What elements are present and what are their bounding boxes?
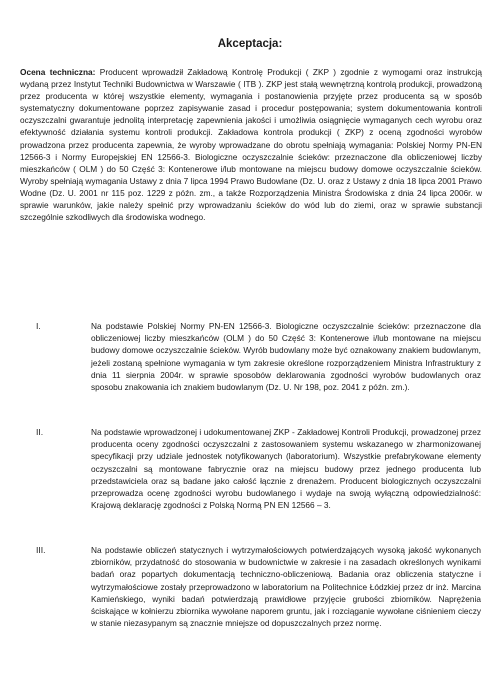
intro-text: Producent wprowadził Zakładową Kontrolę Produkcji ( ZKP ) zgodnie z wymogami oraz instrukcją wydaną przez Instytut Techniki Budownictwa w Warszawie ( ITB ). ZKP jest stałą wewnętrzną kontrolą produkcji, prowadzoną przez producenta w której wszystkie elementy, wymagania i postanowienia przyjęte przez producenta są w sposób systematyczny dokumentowane poprzez zapisywanie zasad i procedur postępowania; system dokumentowania kontroli oczyszczalni gwarantuje jednolitą interpretację zapewnienia jakości i umożliwia osiągnięcie wymaganych cech wyrobu oraz efektywność działania systemu kontroli produkcji. Zakładowa kontrola produkcji ( ZKP) z oceną zgodności wyrobów prowadzona przez producenta zapewnia, że wyroby wprowadzane do obrotu spełniają wymagania: Polskiej Normy PN-EN 12566-3 i Normy Europejskiej EN 12566-3. Biologiczne oczyszczalnie ścieków: przeznaczone dla obliczeniowej liczby mieszkańców ( OLM ) do 50 Część 3: Kontenerowe i/lub montowane na miejscu budowy domowe oczyszczalnie ścieków. Wyroby spełniają wymagania Ustawy z dnia 7 lipca 1994 Prawo Budowlane (Dz. U. oraz z Ustawy z dnia 18 lipca 2001 Prawo Wodne (Dz. U. 2001 nr 115 poz. 1229 z późn. zm., a także Rozporządzenia Ministra Środowiska z dnia 24 lipca 2006r. w sprawie warunków, jakie należy spełnić przy wprowadzaniu ścieków do wód lub do ziemi, oraz w sprawie substancji szczególnie szkodliwych dla środowiska wodnego. <box>20 67 483 223</box>
page-title: Akceptacja: <box>217 38 283 50</box>
section-text-2: Na podstawie wprowadzonej i udokumentowanej ZKP - Zakładowej Kontroli Produkcji, prowadzonej przez producenta oceny zgodności oczyszczalni z zastosowaniem systemu wskazanego w zharmonizowanej specyfikacji przy udziale jednostek notyfikowanych (laboratorium). Wszystkie prefabrykowane elementy oczyszczalni są montowane fabrycznie oraz na miejscu budowy przez jednego producenta lub przedstawiciela oraz są badane jako całość łącznie z drenażem. Producent biologicznych oczyszczalni przeprowadza ocenę zgodności wyrobu budowlanego i wydaje na swoją wyłączną odpowiedzialność: Krajową deklarację zgodności z Polską Normą PN EN 12566 – 3. <box>91 427 481 511</box>
section-text-3: Na podstawie obliczeń statycznych i wytrzymałościowych potwierdzających wysoką jakość wykonanych zbiorników, przydatność do stosowania w budownictwie w zakresie i na zasadach określonych wynikami badań oraz popartych dokumentacją techniczno-obliczeniową. Badania oraz obliczenia statyczne i wytrzymałościowe zostały przeprowadzono w laboratorium na Politechnice Łódzkiej przez dr inż. Marcina Kamieńskiego, wyniki badań potwierdzają prawidłowe przyjęcie grubości zbiorników. Naprężenia ściskające w kołnierzu zbiornika wywołane naporem gruntu, jak i rozciąganie wywołane ciśnieniem cieczy w stanie niezasypanym są znacznie mniejsze od dopuszczalnych przez normę. <box>91 545 481 629</box>
section-number-1: I. <box>36 321 41 331</box>
intro-paragraph <box>20 66 482 223</box>
section-number-3: III. <box>36 545 46 555</box>
intro-label: Ocena techniczna: <box>20 67 96 77</box>
section-number-2: II. <box>36 427 44 437</box>
section-text-1: Na podstawie Polskiej Normy PN-EN 12566-3. Biologiczne oczyszczalnie ścieków: przeznaczone dla obliczeniowej liczby mieszkańców (OLM ) do 50 Część 3: Kontenerowe i/lub montowane na miejscu budowy domowe oczyszczalnie ścieków. Wyrób budowlany może być oznakowany znakiem budowlanym, jeżeli zostaną spełnione wymagania w tym zakresie określone rozporządzeniem Ministra Infrastruktury z dnia 11 sierpnia 2004r. w sprawie sposobów deklarowania zgodności wyrobów budowlanych oraz sposobu znakowania ich znakiem budowlanym (Dz. U. Nr 198, poz. 2041 z późn. zm.). <box>91 321 481 393</box>
